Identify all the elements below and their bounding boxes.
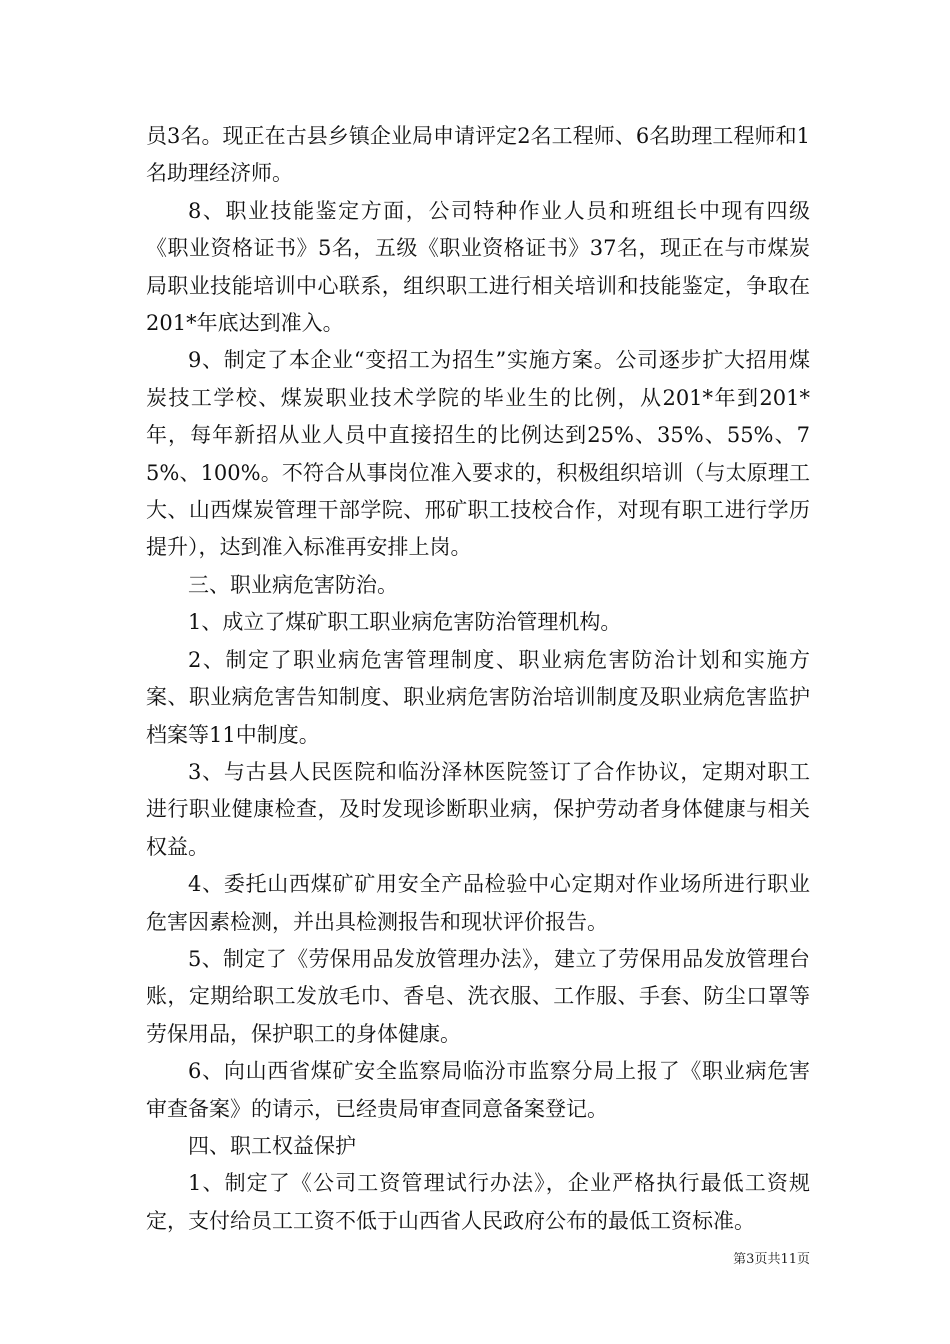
body-text — [146, 118, 810, 1240]
paragraph-4-1: 1、制定了《公司工资管理试行办法》，企业严格执行最低工资规定，支付给员工工资不低于山西省人民政府公布的最低工资标准。 — [146, 1171, 810, 1233]
paragraph-item-8: 8、职业技能鉴定方面，公司特种作业人员和班组长中现有四级《职业资格证书》5名，五级《职业资格证书》37名，现正在与市煤炭局职业技能培训中心联系，组织职工进行相关培训和技能鉴定，争取在201*年底达到准入。 — [146, 198, 810, 336]
section-heading-3: 三、职业病危害防治。 — [188, 572, 398, 597]
paragraph-continuation: 员3名。现正在古县乡镇企业局申请评定2名工程师、6名助理工程师和1名助理经济师。 — [146, 124, 810, 186]
page-number-footer: 第3页共11页 — [733, 1252, 810, 1267]
paragraph-3-5: 5、制定了《劳保用品发放管理办法》，建立了劳保用品发放管理台账，定期给职工发放毛巾、香皂、洗衣服、工作服、手套、防尘口罩等劳保用品，保护职工的身体健康。 — [146, 946, 810, 1046]
paragraph-item-9: 9、制定了本企业“变招工为招生”实施方案。公司逐步扩大招用煤炭技工学校、煤炭职业技术学院的毕业生的比例，从201*年到201*年，每年新招从业人员中直接招生的比例达到25%、35%、55%、75%、100%。不符合从事岗位准入要求的，积极组织培训（与太原理工大、山西煤炭管理干部学院、邢矿职工技校合作，对现有职工进行学历提升），达到准入标准再安排上岗。 — [146, 348, 810, 560]
paragraph-3-1: 1、成立了煤矿职工职业病危害防治管理机构。 — [188, 610, 622, 635]
paragraph-3-4: 4、委托山西煤矿矿用安全产品检验中心定期对作业场所进行职业危害因素检测，并出具检测报告和现状评价报告。 — [146, 872, 810, 934]
section-heading-4: 四、职工权益保护 — [188, 1133, 356, 1158]
paragraph-3-6: 6、向山西省煤矿安全监察局临汾市监察分局上报了《职业病危害审查备案》的请示，已经贵局审查同意备案登记。 — [146, 1059, 810, 1121]
paragraph-3-2: 2、制定了职业病危害管理制度、职业病危害防治计划和实施方案、职业病危害告知制度、职业病危害防治培训制度及职业病危害监护档案等11中制度。 — [146, 647, 810, 747]
paragraph-3-3: 3、与古县人民医院和临汾泽林医院签订了合作协议，定期对职工进行职业健康检查，及时发现诊断职业病，保护劳动者身体健康与相关权益。 — [146, 759, 810, 859]
